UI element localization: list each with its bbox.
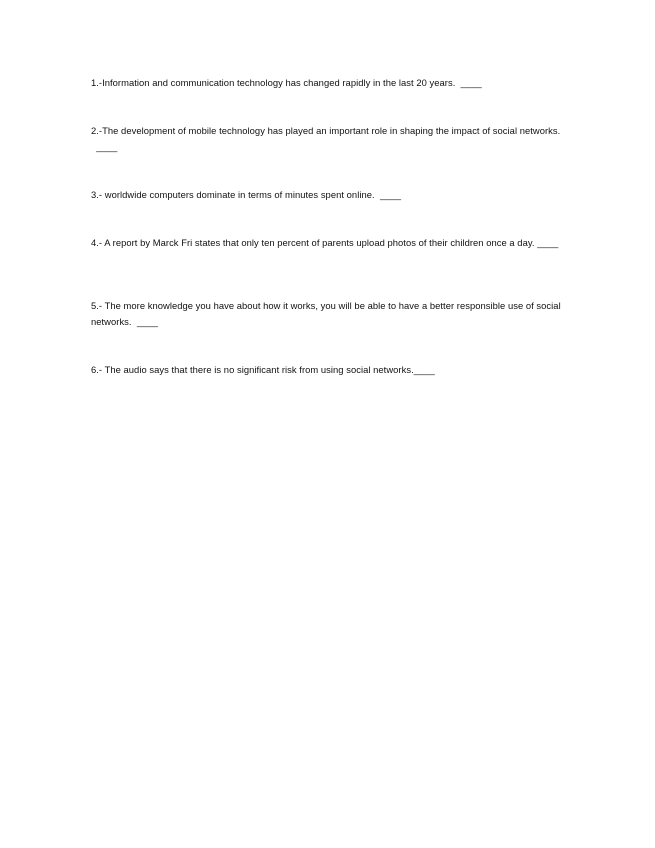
question-5-text: 5.- The more knowledge you have about how it works, you will be able to have a better responsible use of social networks. [91,300,561,327]
question-1-text: 1.-Information and communication technology has changed rapidly in the last 20 years. [91,77,456,88]
question-6 [91,362,561,378]
question-2-text: 2.-The development of mobile technology has played an important role in shaping the impact of social networks. [91,125,561,136]
question-5 [91,298,561,330]
question-2 [91,123,561,155]
question-1-answer-blank: ____ [455,77,482,88]
question-4 [91,235,561,251]
question-6-text: 6.- The audio says that there is no significant risk from using social networks. [91,364,414,375]
question-2-answer-blank: ____ [91,141,118,152]
question-3-text: 3.- worldwide computers dominate in terms of minutes spent online. [91,189,375,200]
question-4-text: 4.- A report by Marck Fri states that only ten percent of parents upload photos of their children once a day. [91,237,535,248]
question-1 [91,75,561,91]
question-5-answer-blank: ____ [131,316,158,327]
question-3 [91,187,561,203]
question-6-answer-blank: ____ [413,364,435,375]
question-3-answer-blank: ____ [374,189,402,200]
question-4-answer-blank: ____ [534,237,559,248]
